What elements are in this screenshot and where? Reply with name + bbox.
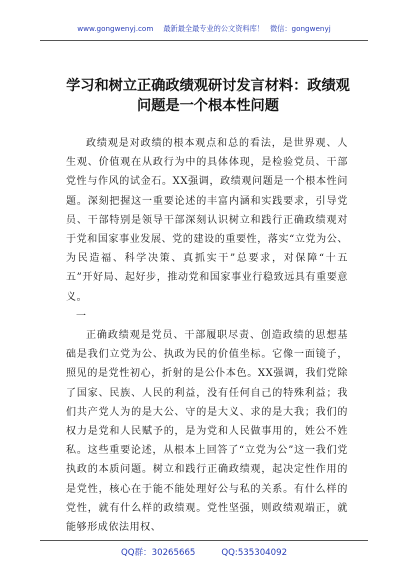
qq-group-number: QQ群：30265665 [120, 548, 196, 558]
footer-divider [40, 540, 368, 541]
document-body [66, 134, 348, 537]
qq-number: QQ:535304092 [221, 548, 288, 558]
site-header [40, 22, 368, 38]
title-line-2: 问题是一个根本性问题 [137, 98, 279, 114]
body-paragraph-1: 政绩观是对政绩的根本观点和总的看法，是世界观、人生观、价值观在从政行为中的具体体现，是检验党员、干部党性与作风的试金石。XX强调，政绩观问题是一个根本性问题。深刻把握这一重要论述的丰富内涵和实践要求，引导党员、干部特别是领导干部深刻认识树立和践行正确政绩观对于党和国家事业发展、党的建设的重要性，落实“立党为公、为民造福、科学决策、真抓实干”总要求，对保障“十五五”开好局、起好步，推动党和国家事业行稳致远具有重要意义。 [66, 138, 348, 303]
site-url-link[interactable]: www.gongwenyj.com [77, 24, 154, 33]
site-footer [40, 546, 368, 558]
section-marker: 一 [76, 310, 87, 322]
document-title [58, 76, 358, 116]
header-divider [40, 40, 368, 41]
body-paragraph-2: 正确政绩观是党员、干部履职尽责、创造政绩的思想基础是我们立党为公、执政为民的价值坐标。它像一面镜子，照见的是党性初心，折射的是公仆本色。XX强调，我们党除了国家、民族、人民的利益，没有任何自己的特殊利益；我们共产党人为的是大公、守的是大义、求的是大我；我们的权力是党和人民赋予的，是为党和人民做事用的，姓公不姓私。这些重要论述，从根本上回答了“立党为公”这一我们党执政的本质问题。树立和践行正确政绩观，起决定性作用的是党性，核心在于能不能处理好公与私的关系。有什么样的党性，就有什么样的政绩观。党性坚强，则政绩观端正，就能够形成依法用权、 [66, 330, 348, 534]
title-line-1: 学习和树立正确政绩观研讨发言材料：政绩观 [66, 78, 350, 94]
wechat-id: 微信：gongwenyj [269, 24, 331, 33]
site-slogan: 最新最全最专业的公文资料库！ [163, 24, 264, 33]
